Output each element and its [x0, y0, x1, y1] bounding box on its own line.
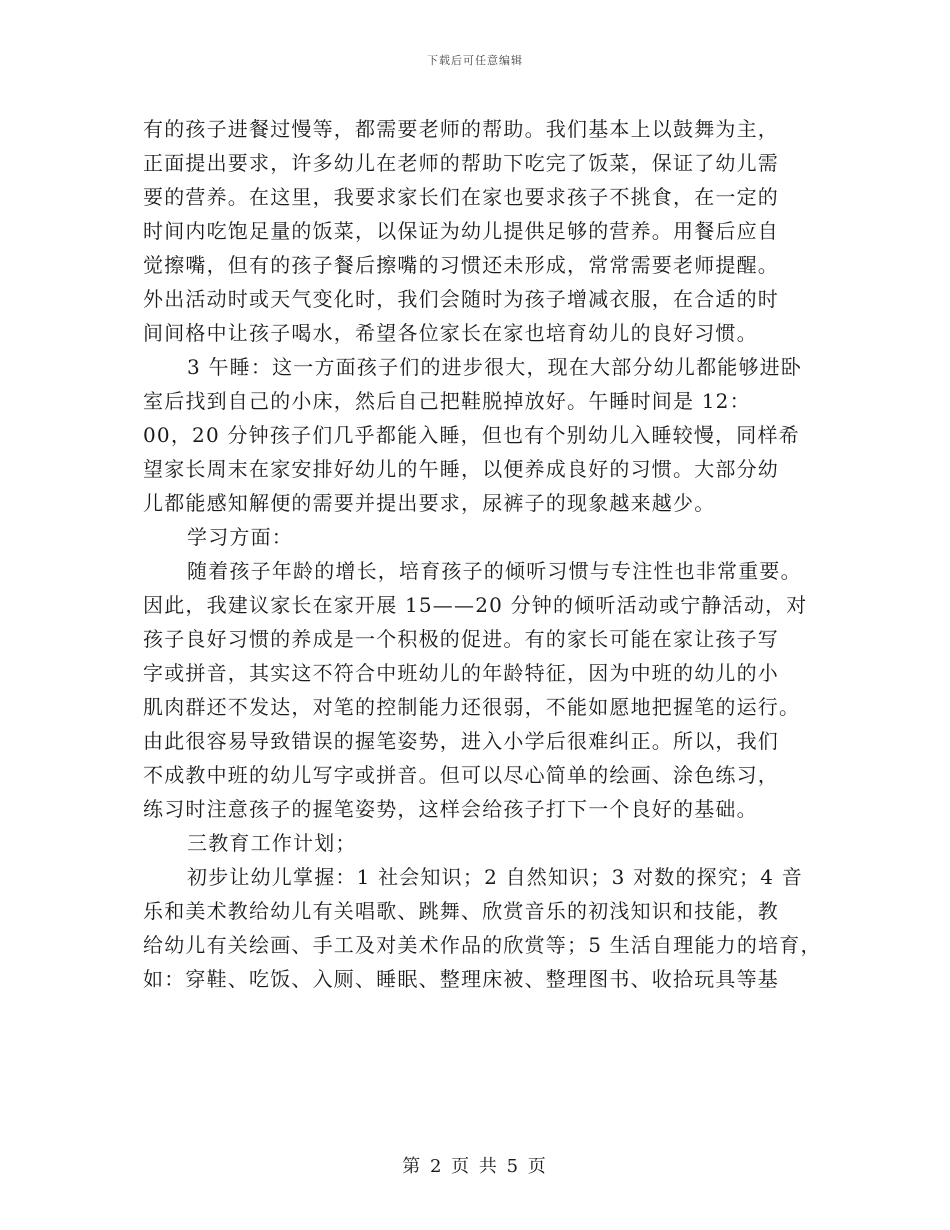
body-line: 间间格中让孩子喝水，希望各位家长在家也培育幼儿的良好习惯。	[143, 321, 758, 345]
body-line: 给幼儿有关绘画、手工及对美术作品的欣赏等；5 生活自理能力的培育，	[143, 933, 822, 957]
section-heading-study: 学习方面：	[187, 525, 293, 549]
body-line: 要的营养。在这里，我要求家长们在家也要求孩子不挑食，在一定的	[143, 185, 779, 209]
body-line: 孩子良好习惯的养成是一个积极的促进。有的家长可能在家让孩子写	[143, 627, 779, 651]
page-header-note: 下载后可任意编辑	[427, 54, 523, 67]
body-line: 乐和美术教给幼儿有关唱歌、跳舞、欣赏音乐的初浅知识和技能，教	[143, 899, 779, 923]
page-number-footer: 第 2 页 共 5 页	[402, 1156, 548, 1177]
body-line: 正面提出要求，许多幼儿在老师的帮助下吃完了饭菜，保证了幼儿需	[143, 151, 779, 175]
body-line: 练习时注意孩子的握笔姿势，这样会给孩子打下一个良好的基础。	[143, 797, 758, 821]
paragraph-start-line: 3 午睡：这一方面孩子们的进步很大，现在大部分幼儿都能够进卧	[187, 355, 803, 379]
body-line: 有的孩子进餐过慢等，都需要老师的帮助。我们基本上以鼓舞为主，	[143, 117, 779, 141]
body-line: 望家长周末在家安排好幼儿的午睡，以便养成良好的习惯。大部分幼	[143, 457, 779, 481]
body-line: 00，20 分钟孩子们几乎都能入睡，但也有个别幼儿入睡较慢，同样希	[143, 423, 800, 447]
body-line: 如：穿鞋、吃饭、入厕、睡眠、整理床被、整理图书、收拾玩具等基	[143, 967, 779, 991]
body-line: 室后找到自己的小床，然后自己把鞋脱掉放好。午睡时间是 12：	[143, 389, 751, 413]
body-line: 由此很容易导致错误的握笔姿势，进入小学后很难纠正。所以，我们	[143, 729, 779, 753]
section-heading-plan: 三教育工作计划；	[187, 831, 357, 855]
paragraph-start-line: 初步让幼儿掌握：1 社会知识；2 自然知识；3 对数的探究；4 音	[187, 865, 803, 889]
body-line: 肌肉群还不发达，对笔的控制能力还很弱，不能如愿地把握笔的运行。	[143, 695, 801, 719]
body-line: 时间内吃饱足量的饭菜，以保证为幼儿提供足够的营养。用餐后应自	[143, 219, 779, 243]
body-line: 觉擦嘴，但有的孩子餐后擦嘴的习惯还未形成，常常需要老师提醒。	[143, 253, 779, 277]
document-body	[143, 112, 823, 996]
paragraph-start-line: 随着孩子年龄的增长，培育孩子的倾听习惯与专注性也非常重要。	[187, 559, 802, 583]
body-line: 儿都能感知解便的需要并提出要求，尿裤子的现象越来越少。	[143, 491, 716, 515]
body-line: 不成教中班的幼儿写字或拼音。但可以尽心简单的绘画、涂色练习，	[143, 763, 779, 787]
body-line: 因此，我建议家长在家开展 15——20 分钟的倾听活动或宁静活动，对	[143, 593, 808, 617]
body-line: 字或拼音，其实这不符合中班幼儿的年龄特征，因为中班的幼儿的小	[143, 661, 779, 685]
body-line: 外出活动时或天气变化时，我们会随时为孩子增减衣服，在合适的时	[143, 287, 779, 311]
